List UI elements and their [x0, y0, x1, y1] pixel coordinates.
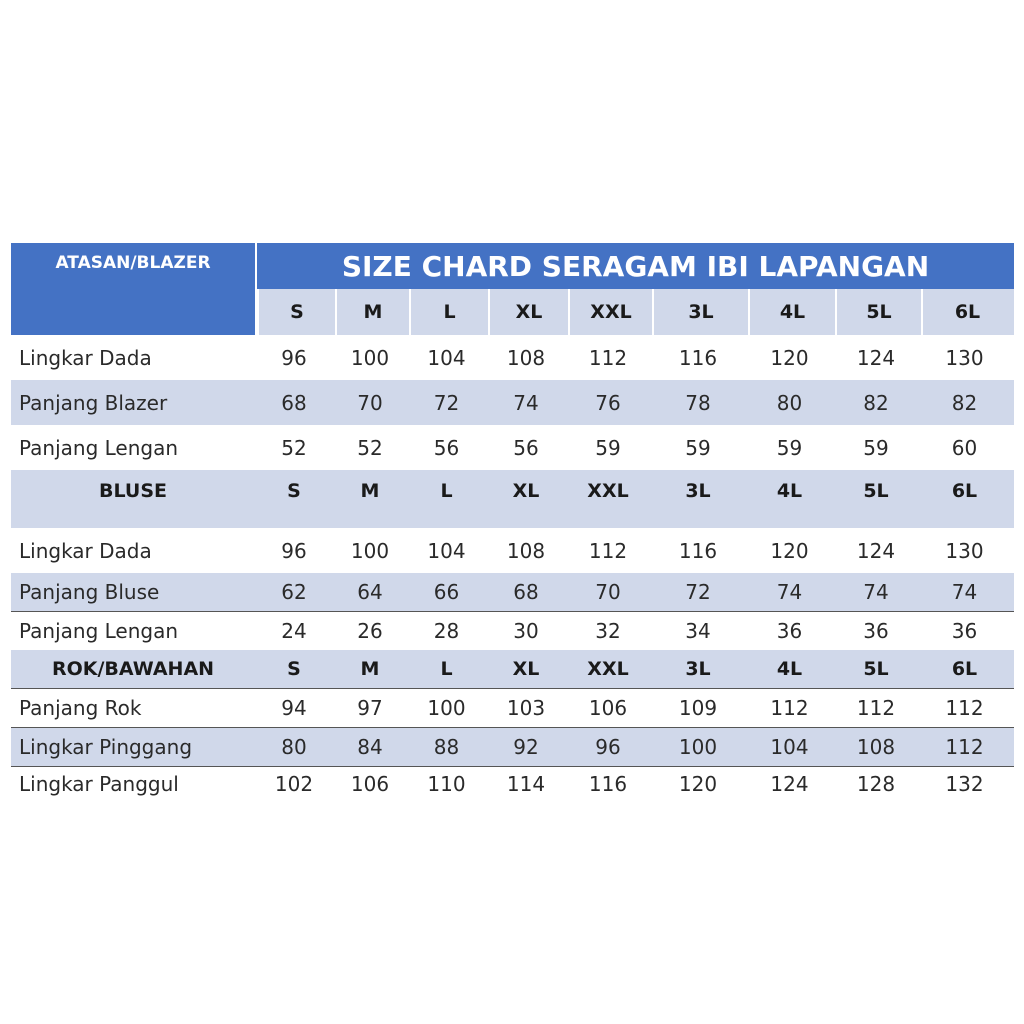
table-cell: 36 [951, 619, 978, 643]
size-header: XXL [587, 658, 629, 680]
table-cell: 72 [685, 580, 711, 604]
table-cell: 116 [678, 345, 718, 370]
table-cell: 116 [678, 538, 718, 563]
table-cell: 104 [770, 735, 809, 759]
table-cell: 80 [776, 390, 803, 415]
table-cell: 112 [588, 538, 628, 563]
table-cell: 34 [685, 619, 711, 643]
size-header: XXL [568, 289, 652, 335]
table-cell: 74 [863, 580, 889, 604]
table-row [11, 573, 1014, 611]
table-row [11, 612, 1014, 650]
table-cell: 36 [776, 619, 803, 643]
table-cell: 24 [281, 619, 307, 643]
table-cell: 120 [770, 538, 809, 563]
table-row [11, 425, 1014, 470]
size-header: XL [488, 289, 568, 335]
table-cell: 82 [951, 390, 978, 415]
size-header: L [440, 480, 453, 502]
size-header: XL [512, 480, 540, 502]
table-cell: 116 [588, 771, 628, 796]
table-row [11, 689, 1014, 727]
table-cell: 74 [776, 580, 803, 604]
table-cell: 70 [595, 580, 621, 604]
row-label: Panjang Blazer [19, 390, 168, 415]
table-row [11, 728, 1014, 766]
size-header: XXL [587, 480, 629, 502]
table-cell: 96 [595, 735, 621, 759]
table-cell: 108 [506, 538, 546, 563]
table-cell: 60 [951, 435, 978, 460]
size-header: 4L [776, 658, 803, 680]
table-cell: 100 [350, 538, 390, 563]
table-cell: 124 [856, 538, 896, 563]
table-cell: 59 [776, 435, 803, 460]
chart-title: SIZE CHARD SERAGAM IBI LAPANGAN [257, 243, 1014, 289]
table-cell: 36 [863, 619, 889, 643]
table-cell: 130 [945, 538, 984, 563]
table-cell: 110 [427, 771, 466, 796]
row-label: Panjang Lengan [19, 435, 179, 460]
table-cell: 76 [595, 390, 621, 415]
table-cell: 108 [856, 735, 896, 759]
size-header-row [257, 289, 1014, 335]
table-cell: 96 [281, 345, 307, 370]
section-heading-atasan-blazer: ATASAN/BLAZER [11, 243, 255, 335]
table-cell: 100 [350, 345, 390, 370]
size-header: M [335, 289, 409, 335]
table-cell: 103 [506, 696, 546, 720]
table-cell: 94 [281, 696, 307, 720]
table-cell: 124 [856, 345, 896, 370]
table-cell: 68 [281, 390, 307, 415]
table-cell: 112 [945, 735, 984, 759]
table-cell: 64 [357, 580, 383, 604]
size-header: 4L [776, 480, 803, 502]
size-header: 6L [951, 480, 978, 502]
table-cell: 74 [513, 390, 539, 415]
table-cell: 109 [678, 696, 718, 720]
table-cell: 128 [856, 771, 896, 796]
row-label: Lingkar Panggul [19, 771, 179, 796]
table-cell: 100 [427, 696, 466, 720]
table-cell: 112 [588, 345, 628, 370]
row-label: Lingkar Dada [19, 538, 152, 563]
table-cell: 62 [281, 580, 307, 604]
table-cell: 26 [357, 619, 383, 643]
size-header: S [257, 289, 335, 335]
size-header: 4L [748, 289, 835, 335]
size-header: 5L [863, 480, 889, 502]
section-header-row [11, 470, 1014, 528]
size-header: S [287, 658, 301, 680]
table-cell: 100 [678, 735, 718, 759]
size-header: 3L [685, 658, 711, 680]
size-header: 5L [835, 289, 921, 335]
size-chart-table [11, 243, 1014, 800]
table-cell: 30 [513, 619, 539, 643]
table-cell: 70 [357, 390, 383, 415]
table-cell: 59 [685, 435, 711, 460]
row-label: Panjang Bluse [19, 580, 160, 604]
table-cell: 32 [595, 619, 621, 643]
table-cell: 114 [506, 771, 546, 796]
size-header: M [360, 480, 380, 502]
table-cell: 112 [770, 696, 809, 720]
table-cell: 106 [350, 771, 390, 796]
row-label: Panjang Lengan [19, 619, 179, 643]
table-cell: 56 [433, 435, 460, 460]
section-heading-bluse: BLUSE [98, 480, 167, 502]
table-cell: 72 [433, 390, 460, 415]
table-cell: 59 [595, 435, 621, 460]
table-cell: 52 [281, 435, 307, 460]
row-label: Lingkar Pinggang [19, 735, 193, 759]
size-header: 6L [921, 289, 1012, 335]
size-header: L [440, 658, 453, 680]
table-row [11, 528, 1014, 573]
table-cell: 106 [588, 696, 628, 720]
table-cell: 82 [863, 390, 889, 415]
table-cell: 59 [863, 435, 889, 460]
table-cell: 68 [513, 580, 539, 604]
size-header: XL [512, 658, 540, 680]
table-cell: 108 [506, 345, 546, 370]
table-cell: 112 [856, 696, 896, 720]
size-header: 5L [863, 658, 889, 680]
table-cell: 52 [357, 435, 383, 460]
row-label: Lingkar Dada [19, 345, 152, 370]
size-header: M [360, 658, 380, 680]
table-cell: 66 [433, 580, 460, 604]
size-header: 6L [951, 658, 978, 680]
size-header: 3L [652, 289, 748, 335]
table-cell: 84 [357, 735, 383, 759]
table-cell: 130 [945, 345, 984, 370]
table-cell: 132 [945, 771, 984, 796]
table-cell: 78 [685, 390, 711, 415]
table-cell: 92 [513, 735, 539, 759]
table-cell: 88 [433, 735, 460, 759]
table-cell: 80 [281, 735, 307, 759]
table-cell: 56 [513, 435, 539, 460]
table-cell: 97 [357, 696, 383, 720]
size-header: L [409, 289, 488, 335]
table-cell: 96 [281, 538, 307, 563]
table-cell: 112 [945, 696, 984, 720]
size-header: S [287, 480, 301, 502]
table-row [11, 380, 1014, 425]
section-header-row [11, 650, 1014, 688]
table-cell: 104 [427, 538, 466, 563]
table-cell: 104 [427, 345, 466, 370]
table-cell: 102 [274, 771, 314, 796]
table-row [11, 335, 1014, 380]
table-cell: 28 [433, 619, 460, 643]
section-heading-rok-bawahan: ROK/BAWAHAN [51, 658, 215, 680]
row-label: Panjang Rok [19, 696, 142, 720]
table-row [11, 767, 1014, 800]
table-cell: 124 [770, 771, 809, 796]
table-cell: 120 [678, 771, 718, 796]
table-cell: 120 [770, 345, 809, 370]
table-cell: 74 [951, 580, 978, 604]
size-header: 3L [685, 480, 711, 502]
